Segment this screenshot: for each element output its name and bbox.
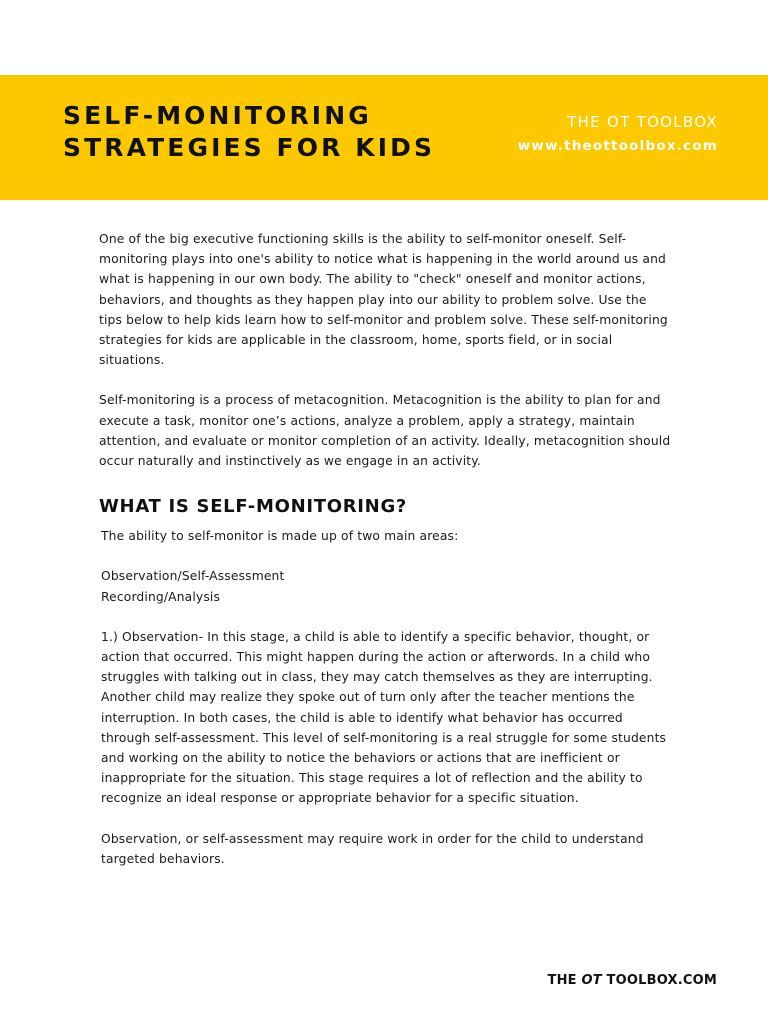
area-item: Observation/Self-Assessment <box>101 569 285 584</box>
metacognition-paragraph: Self-monitoring is a process of metacognition. Metacognition is the ability to plan for and execute a task, monitor one’s actions, analyze a problem, apply a strategy, maintain attention, and evaluate or monitor completion of an activity. Ideally, metacognition should occur naturally and instinctively as we engage in an activity. <box>99 393 671 469</box>
footer-logo-prefix: THE <box>547 973 577 988</box>
brand-block <box>518 112 718 157</box>
footer-logo <box>548 973 717 988</box>
intro-paragraph: One of the big executive functioning skills is the ability to self-monitor oneself. Self-monitoring plays into one's ability to notice what is happening in the world around us and what is happening in our own body. The ability to "check" oneself and monitor actions, behaviors, and thoughts as they happen play into our ability to problem solve. Use the tips below to help kids learn how to self-monitor and problem solve. These self-monitoring strategies for kids are applicable in the classroom, home, sports field, or in social situations. <box>99 232 668 368</box>
page-title-line-1: SELF-MONITORING <box>63 101 372 130</box>
footer-logo-ot: OT <box>581 973 602 988</box>
article-body <box>99 229 671 869</box>
footer-logo-suffix: TOOLBOX.COM <box>606 973 717 988</box>
areas-intro: The ability to self-monitor is made up of two main areas: <box>101 529 459 544</box>
observation-paragraph: 1.) Observation- In this stage, a child is able to identify a specific behavior, thought, or action that occurred. This might happen during the action or afterwords. In a child who struggles with talking out in class, they may catch themselves as they are interrupting. Another child may realize they spoke out of turn only after the teacher mentions the interruption. In both cases, the child is able to identify what behavior has occurred through self-assessment. This level of self-monitoring is a real struggle for some students and working on the ability to notice the behaviors or actions that are inefficient or inappropriate for the situation. This stage requires a lot of reflection and the ability to recognize an ideal response or appropriate behavior for a specific situation. <box>101 629 667 806</box>
section-heading: WHAT IS SELF-MONITORING? <box>99 496 408 518</box>
page-title-line-2: STRATEGIES FOR KIDS <box>63 133 436 162</box>
brand-name: THE OT TOOLBOX <box>567 113 718 131</box>
page-title <box>63 100 483 164</box>
section-body <box>99 526 671 869</box>
brand-url: www.theottoolbox.com <box>517 138 718 154</box>
area-item: Recording/Analysis <box>101 589 221 604</box>
closing-paragraph: Observation, or self-assessment may require work in order for the child to understand targeted behaviors. <box>101 831 644 866</box>
areas-list <box>101 566 671 606</box>
